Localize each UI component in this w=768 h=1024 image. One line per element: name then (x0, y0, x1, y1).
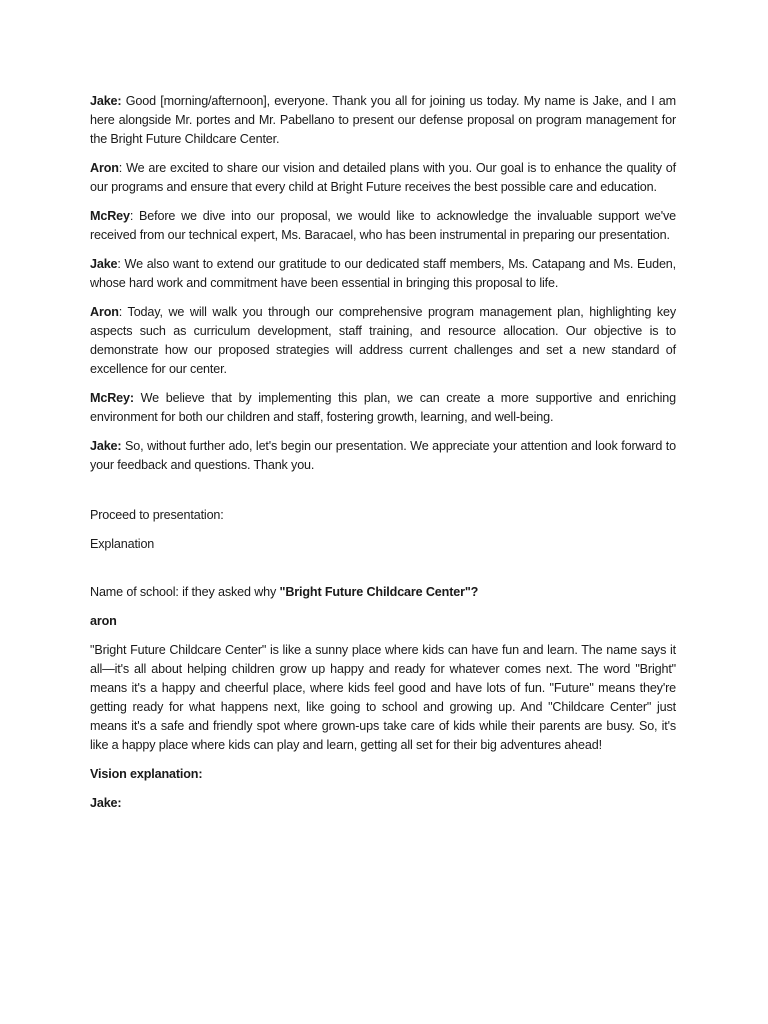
spacer (90, 485, 676, 506)
dialogue-line-6 (90, 389, 676, 427)
speaker-name: Aron (90, 161, 119, 175)
dialogue-text: So, without further ado, let's begin our presentation. We appreciate your attention and look forward to your feedback and questions. Thank you. (90, 439, 676, 472)
speaker-name: McRey: (90, 391, 134, 405)
dialogue-text: : We also want to extend our gratitude to our dedicated staff members, Ms. Catapang and Ms. Euden, whose hard work and commitment have been essential in bringing this proposal to life. (90, 257, 676, 290)
aron-label: aron (90, 614, 117, 628)
school-name-question (90, 583, 676, 602)
explanation-heading: Explanation (90, 537, 155, 551)
speaker-name: Aron (90, 305, 119, 319)
dialogue-line-2 (90, 159, 676, 197)
spacer (90, 755, 676, 765)
speaker-name: McRey (90, 209, 130, 223)
dialogue-text: Good [morning/afternoon], everyone. Thank you all for joining us today. My name is Jake, and I am here alongside Mr. portes and Mr. Pabellano to present our defense proposal on program management for the Bright Future Childcare Center. (90, 94, 676, 146)
speaker-name: Jake: (90, 439, 122, 453)
dialogue-line-5 (90, 303, 676, 379)
dialogue-line-1 (90, 92, 676, 149)
dialogue-line-7 (90, 437, 676, 475)
dialogue-line-3 (90, 207, 676, 245)
question-school-name: "Bright Future Childcare Center"? (279, 585, 479, 599)
speaker-name: Jake (90, 257, 118, 271)
spacer (90, 602, 676, 612)
dialogue-text: : Before we dive into our proposal, we would like to acknowledge the invaluable support we've received from our technical expert, Ms. Baracael, who has been instrumental in preparing our presentation. (90, 209, 676, 242)
spacer (90, 784, 676, 794)
dialogue-line-4 (90, 255, 676, 293)
spacer (90, 554, 676, 583)
question-prefix: Name of school: if they asked why (90, 585, 280, 599)
spacer (90, 631, 676, 641)
dialogue-text: : Today, we will walk you through our comprehensive program management plan, highlighting key aspects such as curriculum development, staff training, and resource allocation. Our objective is to demonstrate how our proposed strategies will address current challenges and set a new standard of excellence for our center. (90, 305, 676, 376)
opening-dialogue (90, 92, 676, 475)
spacer (90, 525, 676, 535)
vision-heading: Vision explanation: (90, 767, 203, 781)
proceed-line: Proceed to presentation: (90, 508, 224, 522)
dialogue-text: : We are excited to share our vision and detailed plans with you. Our goal is to enhance the quality of our programs and ensure that every child at Bright Future receives the best possible care and education. (90, 161, 676, 194)
jake-label: Jake: (90, 796, 122, 810)
aron-answer: "Bright Future Childcare Center" is like a sunny place where kids can have fun and learn. The name says it all—it's all about helping children grow up happy and ready for whatever comes next. The word "Bright" means it's a happy and cheerful place, where kids feel good and have lots of fun. "Future" means they're getting ready for what happens next, like going to school and growing up. And "Childcare Center" just means it's a safe and friendly spot where grown-ups take care of kids while their parents are busy. So, it's like a happy place where kids can play and learn, getting all set for their big adventures ahead! (90, 643, 676, 752)
dialogue-text: We believe that by implementing this plan, we can create a more supportive and enriching environment for both our children and staff, fostering growth, learning, and well-being. (90, 391, 676, 424)
speaker-name: Jake: (90, 94, 122, 108)
